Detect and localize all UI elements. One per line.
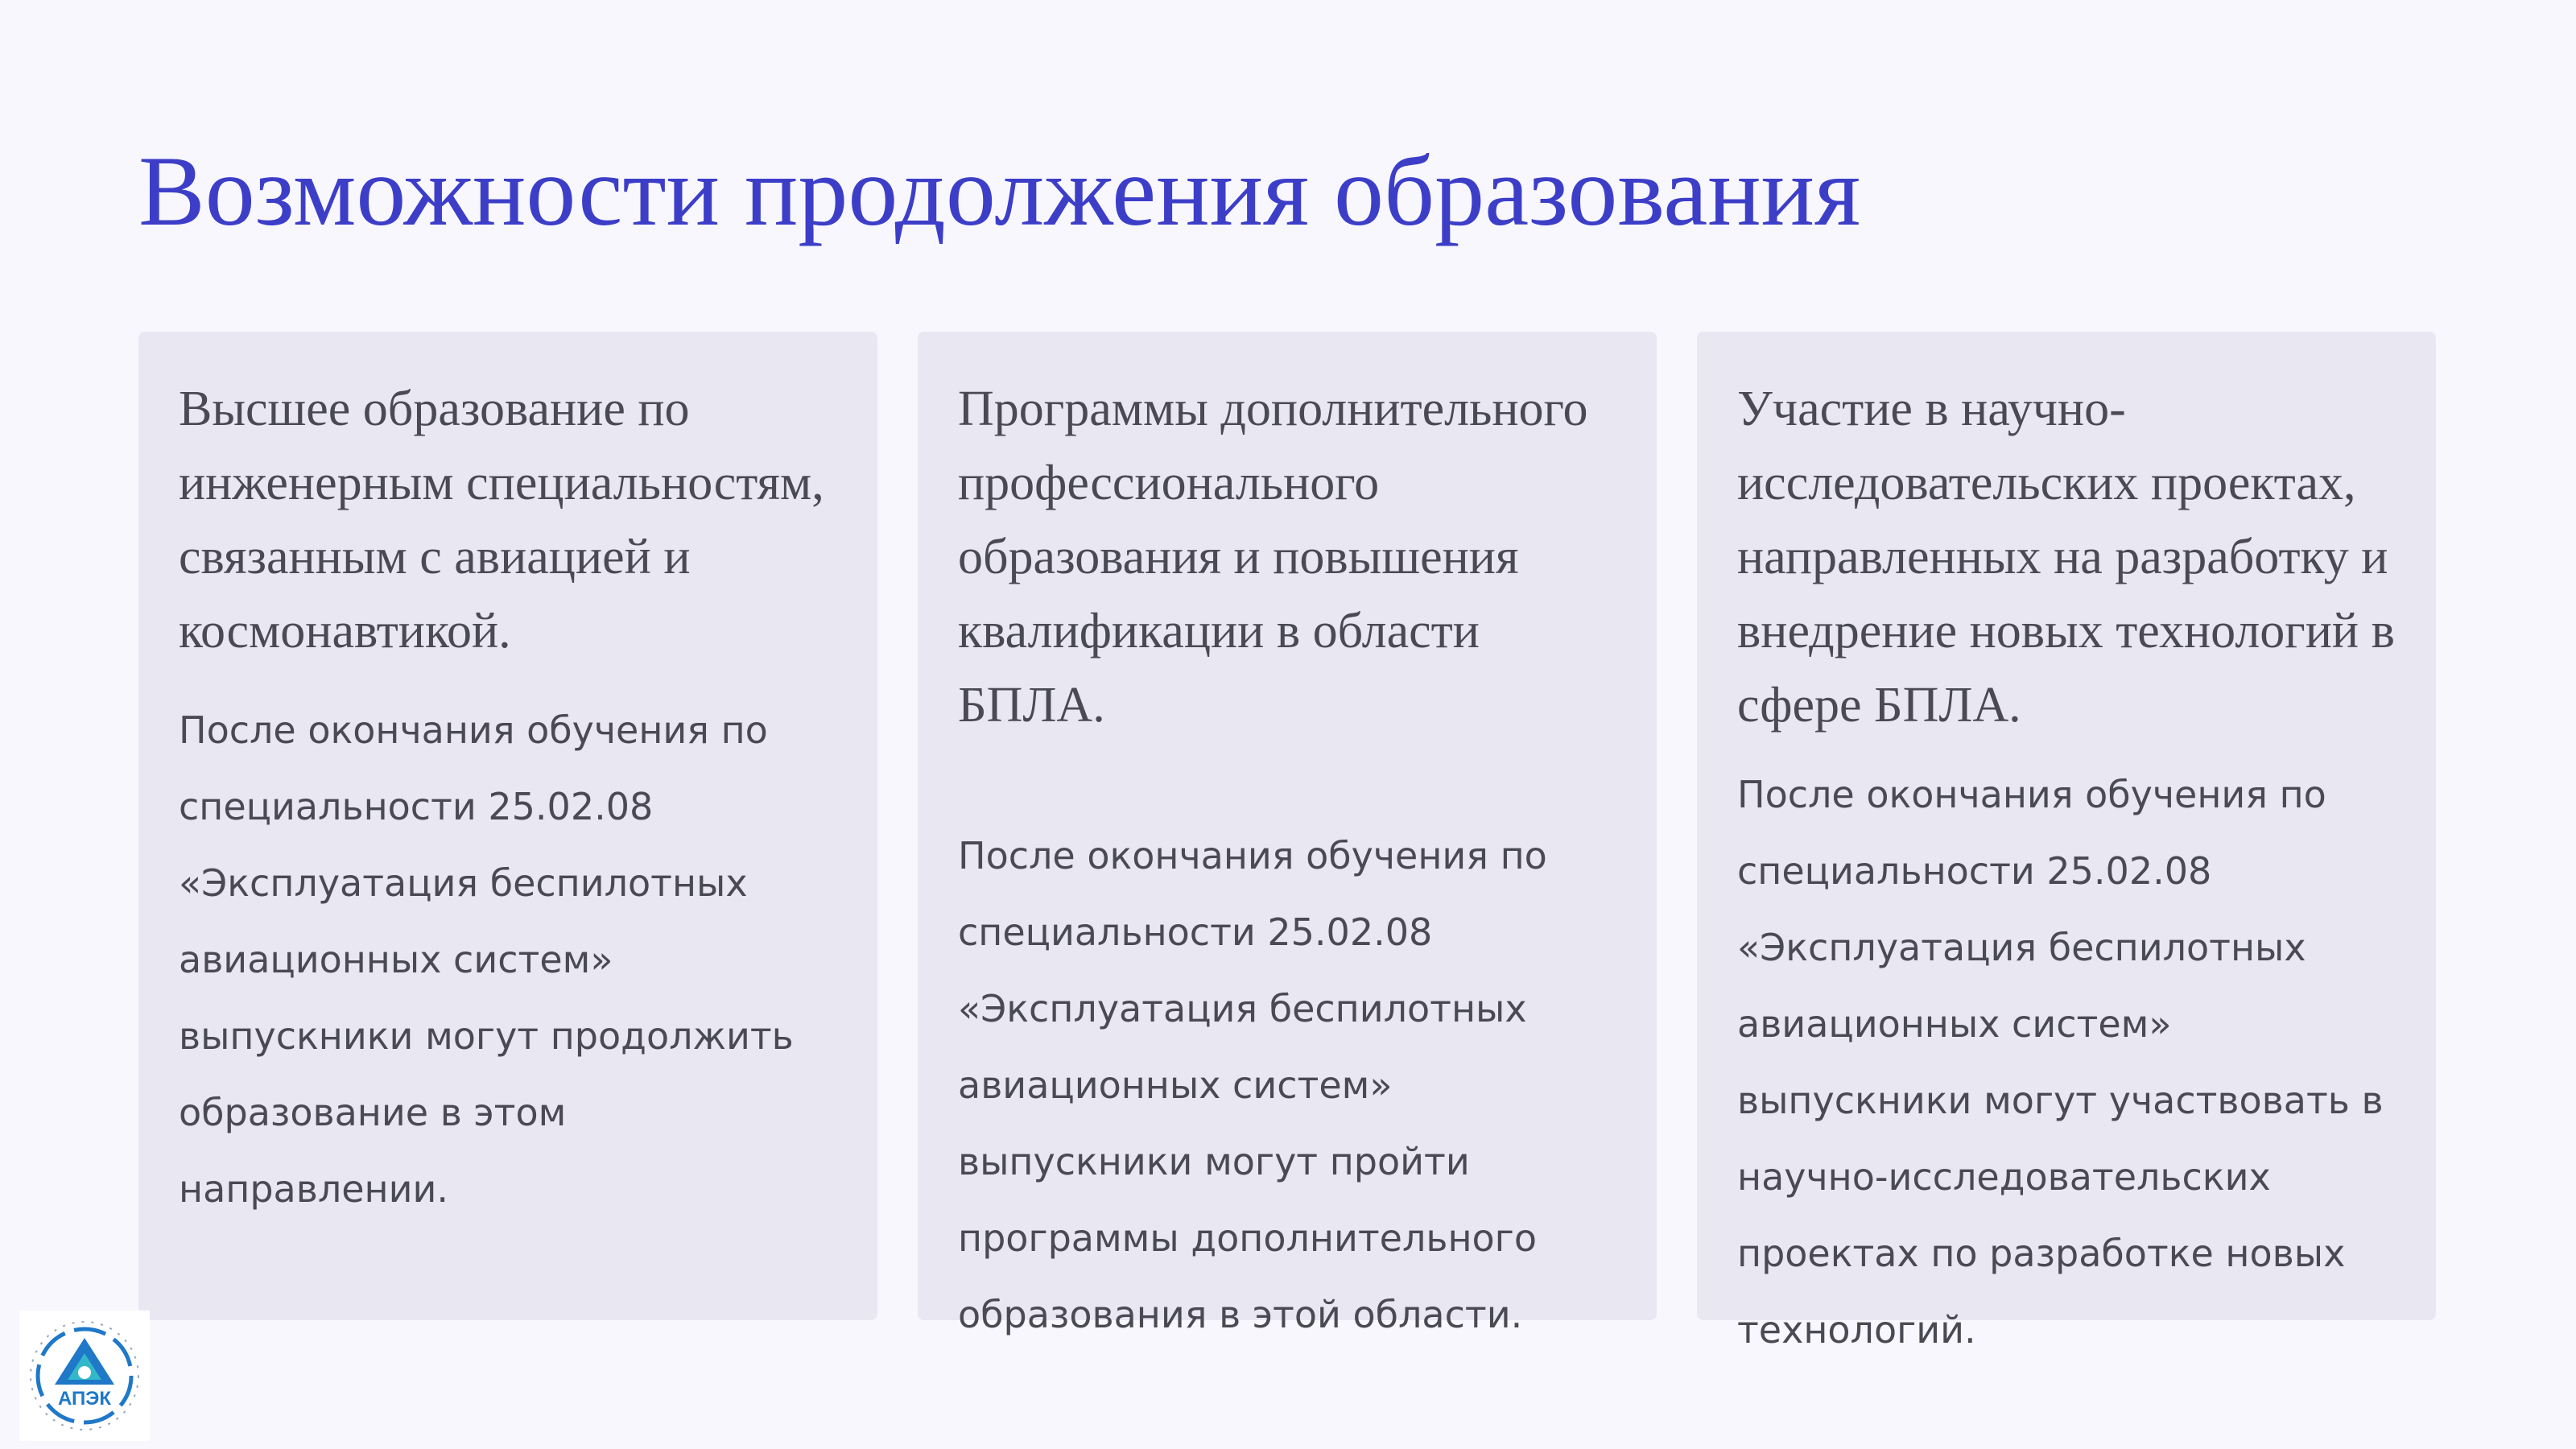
- logo-text: АПЭК: [58, 1388, 111, 1410]
- card-description: После окончания обучения по специальности 25.02.08 «Эксплуатация беспилотных авиационных систем» выпускники могут участвовать в научно-исследовательских проектах по разработке новых технологий.: [1737, 773, 2384, 1352]
- card-heading: Высшее образование по инженерным специальностям, связанным с авиацией и космонавтикой.: [179, 382, 824, 658]
- card-heading: Программы дополнительного профессионального образования и повышения квалификации в области БПЛА.: [958, 382, 1588, 733]
- apek-logo-icon: [19, 1311, 150, 1441]
- apek-logo: [19, 1311, 150, 1441]
- card-description: После окончания обучения по специальности 25.02.08 «Эксплуатация беспилотных авиационных систем» выпускники могут продолжить образование в этом направлении.: [179, 708, 794, 1211]
- card-heading: Участие в научно-исследовательских проектах, направленных на разработку и внедрение новых технологий в сфере БПЛА.: [1737, 382, 2395, 733]
- page-title: Возможности продолжения образования: [138, 136, 1861, 246]
- card-description: После окончания обучения по специальности 25.02.08 «Эксплуатация беспилотных авиационных систем» выпускники могут пройти программы дополнительного образования в этой области.: [958, 834, 1547, 1336]
